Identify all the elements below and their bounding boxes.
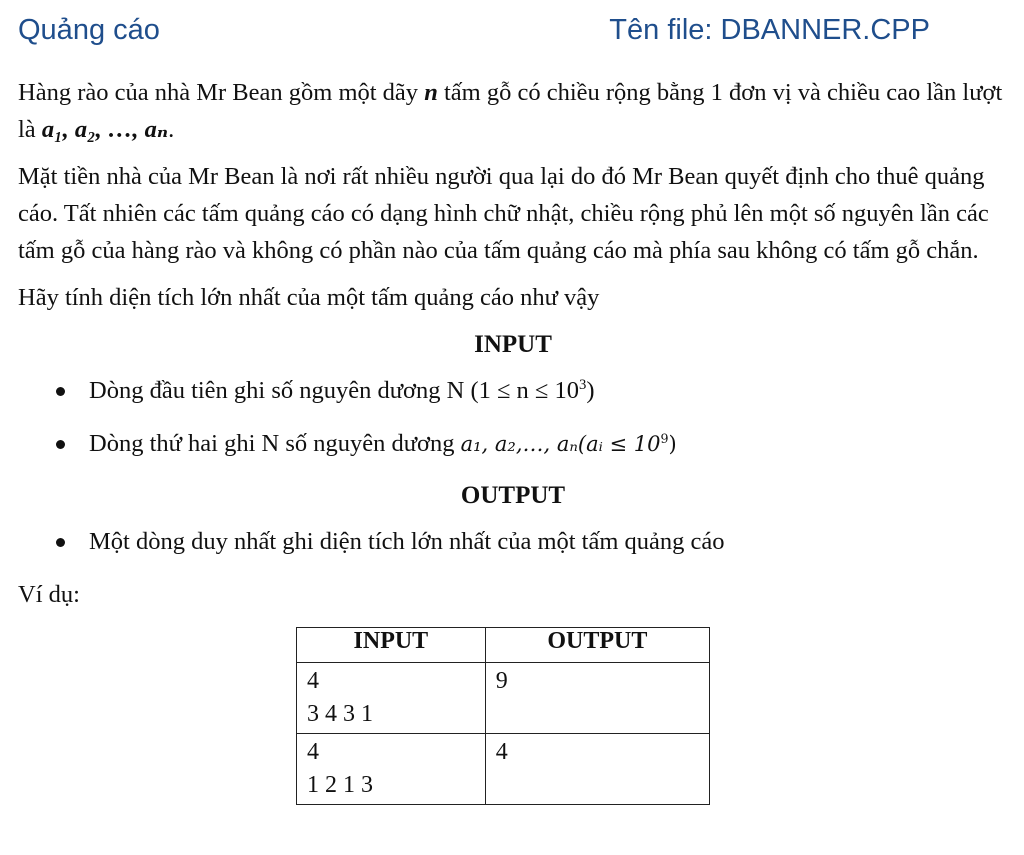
example-label: Ví dụ: (18, 581, 80, 608)
input-bullet-2-formula (461, 432, 677, 456)
example-1-output: 9 (485, 663, 709, 734)
input-bullet-list (18, 372, 1008, 463)
example-2-input (297, 734, 486, 805)
var-n: n (424, 79, 438, 106)
header-output: OUTPUT (485, 628, 709, 663)
input-bullet-2-text: Dòng thứ hai ghi N số nguyên dương (89, 430, 461, 457)
formula-end: ) (668, 432, 677, 456)
example-1-input-line-1: 4 (307, 668, 319, 694)
table-header-row (297, 628, 710, 663)
intro-text-2: tấm gỗ có chiều rộng bằng 1 đơn vị và chiều cao lần lượt là (18, 79, 1003, 143)
input-bullet-2 (18, 425, 1008, 463)
intro-paragraph-1 (18, 74, 1008, 148)
input-bullet-1-text: Dòng đầu tiên ghi số nguyên dương N (1 ≤ n ≤ 10 (89, 377, 579, 404)
input-bullet-1-end: ) (586, 377, 595, 404)
intro-paragraph-2: Mặt tiền nhà của Mr Bean là nơi rất nhiều người qua lại do đó Mr Bean quyết định cho thuê quảng cáo. Tất nhiên các tấm quảng cáo có dạng hình chữ nhật, chiều rộng phủ lên một số nguyên lần các tấm gỗ của hàng rào và không có phần nào của tấm quảng cáo mà phía sau không có tấm gỗ chắn. (18, 163, 989, 264)
problem-body (18, 74, 1008, 805)
output-section-title: OUTPUT (460, 482, 566, 509)
output-bullet-1: Một dòng duy nhất ghi diện tích lớn nhất của một tấm quảng cáo (18, 523, 1008, 560)
input-bullet-1 (18, 372, 1008, 409)
intro-text-1: Hàng rào của nhà Mr Bean gồm một dãy (18, 79, 425, 106)
file-name: Tên file: DBANNER.CPP (609, 13, 930, 46)
table-row (297, 734, 710, 805)
example-2-input-line-1: 4 (307, 739, 319, 765)
table-row (297, 663, 710, 734)
formula-exponent: 9 (660, 431, 669, 446)
intro-text-end: . (168, 116, 175, 143)
output-bullet-list (18, 523, 1008, 560)
var-sequence: a₁, a₂, …, aₙ (41, 116, 169, 143)
example-1-input-line-2: 3 4 3 1 (307, 701, 373, 727)
example-2-input-line-2: 1 2 1 3 (307, 772, 373, 798)
formula-sequence: a₁, a₂,…, aₙ(aᵢ ≤ 10 (460, 432, 661, 456)
example-1-input (297, 663, 486, 734)
input-bullet-1-exponent: 3 (579, 376, 587, 393)
example-2-output: 4 (485, 734, 709, 805)
intro-paragraph-3: Hãy tính diện tích lớn nhất của một tấm quảng cáo như vậy (18, 284, 600, 311)
input-section-title: INPUT (474, 331, 552, 358)
problem-title: Quảng cáo (18, 13, 160, 46)
document-header (18, 8, 930, 52)
header-input: INPUT (297, 628, 486, 663)
example-table (296, 627, 710, 805)
